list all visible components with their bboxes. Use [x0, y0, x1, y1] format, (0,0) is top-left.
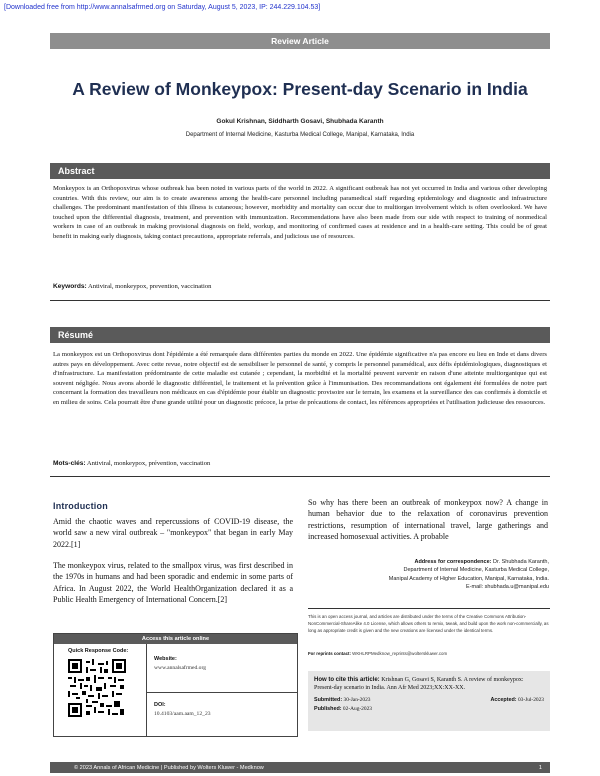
resume-text: La monkeypox est un Orthopoxvirus dont l'épidémie a été remarquée dans différentes parties du monde en 2022. Une épidémie significative n'a pas encore eu lieu en Inde et dans divers autres pays en développement. Avec cette revue, notre objectif est de sensibiliser le personnel de santé, y compris le personnel paramédical, aux défis épidémiologiques, diagnostiques et d'infrastructure. La manifestation prédominante de cette maladie est cutanée ; cependant, la morbidité et la mortalité peuvent survenir en raison d'une atteinte multiorganique qui est souvent négligée. Nous avons abordé le diagnostic différentiel, le traitement et la prévention grâce à l'immunisation. Des recommandations ont également été formulées de notre part concernant la formation des travailleurs non médicaux en cas d'épidémie pour établir un diagnostic provisoire sur le terrain, les examens et la surveillance des cas confirmés à domicile et en milieu de soins. Cela pourrait être d'une grande utilité pour un diagnostic précoce, la prise de précautions de contact, les références appropriées et l'utilisation judicieuse des ressources. [53, 351, 547, 406]
qr-label: Quick Response Code: [68, 648, 129, 654]
mots-cles-value: Antiviral, monkeypox, prévention, vaccination [86, 460, 211, 467]
accepted-date: 03-Jul-2023 [517, 697, 544, 704]
introduction-heading: Introduction [53, 501, 108, 511]
intro-paragraph-3: So why has there been an outbreak of monkeypox now? A change in human behavior due to the relaxation of coronavirus prevention restrictions, resumption of international travel, large gatherings and increased homosexual activities. A probable [308, 498, 548, 542]
author-list: Gokul Krishnan, Siddharth Gosavi, Shubhada Karanth [216, 118, 384, 125]
citation-box [308, 671, 550, 731]
mots-cles-label: Mots-clés: [53, 460, 86, 467]
citation-dates [314, 696, 544, 704]
abstract-keywords [53, 283, 547, 290]
website-label: Website: [154, 656, 177, 662]
resume-keywords [53, 460, 547, 467]
doi-link[interactable]: 10.4103/aam.aam_12_23 [154, 711, 211, 717]
reprints-email[interactable]: WKHLRPMedknow_reprints@wolterskluwer.com [352, 651, 448, 656]
access-online-box [53, 633, 298, 737]
citation-text: Krishnan G, Gosavi S, Karanth S. A review of monkeypox: Present-day scenario in India. Ann Afr Med 2023;XX:XX-XX. [314, 677, 524, 692]
accepted-label: Accepted: [490, 697, 517, 704]
published-date: 02-Aug-2023 [342, 705, 372, 712]
divider [50, 476, 550, 477]
box-divider [146, 644, 147, 736]
intro-paragraph-1: Amid the chaotic waves and repercussions of COVID-19 disease, the world saw a new viral outbreak – "monkeypox" that began in early May 2022.[1] [53, 517, 293, 549]
correspondence-line-1: Department of Internal Medicine, Kasturba Medical College, [403, 567, 549, 574]
correspondence-email[interactable]: E-mail: shubhada.u@manipal.edu [466, 584, 549, 591]
access-heading: Access this article online [54, 634, 297, 644]
resume-heading: Résumé [50, 327, 550, 343]
correspondence-name: Dr. Shubhada Karanth, [493, 559, 549, 565]
download-banner: [Downloaded free from http://www.annalsafrmed.org on Saturday, August 5, 2023, IP: 244.229.104.53] [4, 4, 321, 11]
doi-label: DOI: [154, 702, 166, 708]
qr-code-icon[interactable] [68, 659, 126, 717]
correspondence-line-2: Manipal Academy of Higher Education, Manipal, Karnataka, India. [388, 575, 549, 582]
reprints-contact [308, 651, 550, 656]
published-label: Published: [314, 705, 342, 712]
citation-label: How to cite this article: [314, 677, 380, 683]
submitted-label: Submitted: [314, 697, 343, 704]
intro-paragraph-2: The monkeypox virus, related to the smallpox virus, was first described in the 1970s in humans and had been sporadic and endemic in some parts of Africa. In August 2022, the World HealthOrganization declared it as a Public Health Emergency of International Concern.[2] [53, 561, 293, 605]
correspondence-block [365, 558, 549, 592]
page-footer [50, 762, 550, 773]
keywords-label: Keywords: [53, 283, 87, 290]
abstract-heading: Abstract [50, 163, 550, 179]
footer-copyright: © 2023 Annals of African Medicine | Published by Wolters Kluwer - Medknow [74, 764, 264, 771]
correspondence-label: Address for correspondence: [414, 559, 492, 565]
divider [50, 300, 550, 301]
article-title: A Review of Monkeypox: Present-day Scenario in India [72, 79, 528, 99]
reprints-label: For reprints contact: [308, 651, 351, 656]
article-type-bar: Review Article [50, 33, 550, 49]
open-access-notice: This is an open access journal, and articles are distributed under the terms of the Creative Commons Attribution-NonCommercial-ShareAlike 4.0 License, which allows others to remix, tweak, and build upon the work non-commercially, as long as appropriate credit is given and the new creations are licensed under the identical terms. [308, 608, 550, 634]
box-divider [146, 692, 297, 693]
affiliation: Department of Internal Medicine, Kasturba Medical College, Manipal, Karnataka, India [185, 132, 415, 138]
page-number: 1 [538, 764, 542, 771]
keywords-value: Antiviral, monkeypox, prevention, vaccination [88, 283, 212, 290]
abstract-text: Monkeypox is an Orthopoxvirus whose outbreak has been noted in various parts of the world in 2022. A significant outbreak has not yet occurred in India and various other developing countries. With this review, our aim is to create awareness among the health-care personnel including paramedical staff regarding epidemiology and diagnostic and infrastructure challenges. The predominant manifestation of this illness is cutaneous; however, morbidity and mortality can occur due to multiorgan involvement which is often overlooked. We have touched upon the differential diagnosis, treatment, and prevention with immunization. Recommendations have also been made from our side with respect to training of nonmedical workers in case of an outbreak in making provisional diagnosis on field, workup, and monitoring of confirmed cases at residence and in a health-care setting. This could be of great benefit in making early diagnosis, taking contact precautions, appropriate referrals, and judicious use of resources. [53, 185, 547, 240]
website-link[interactable]: www.annalsafrmed.org [154, 665, 207, 671]
submitted-date: 30-Jan-2023 [343, 697, 371, 704]
